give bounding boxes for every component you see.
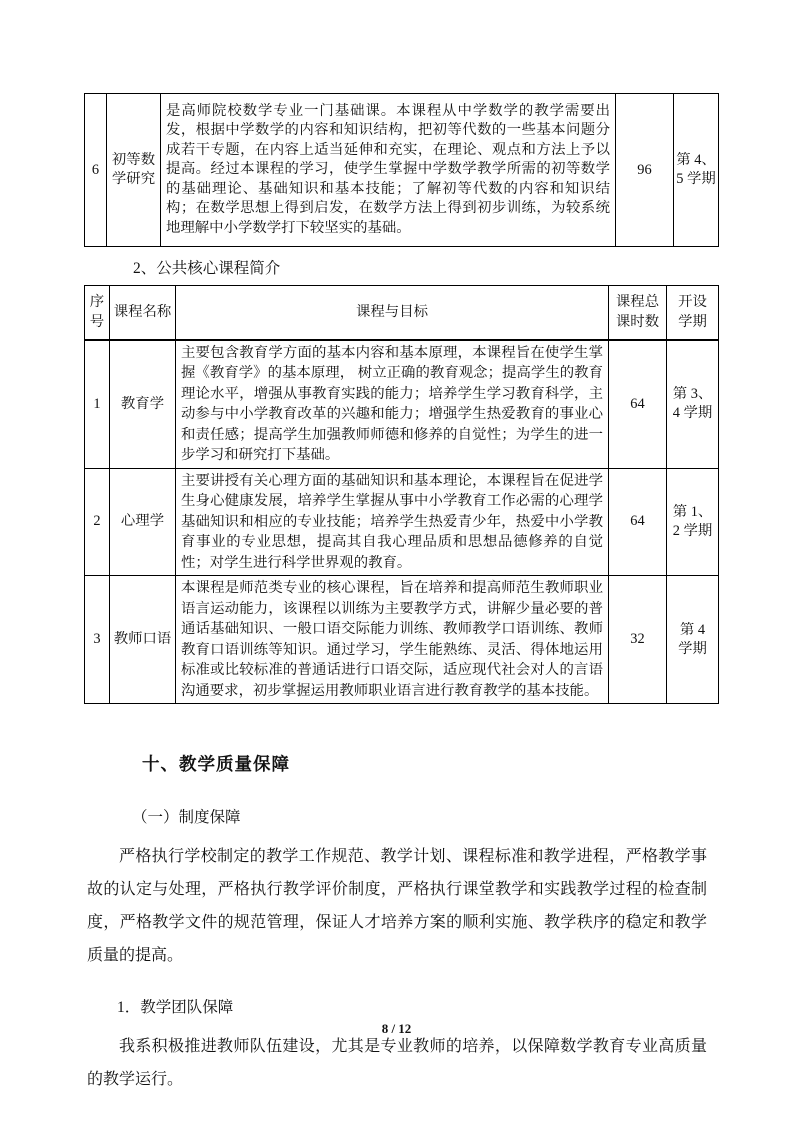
section-heading-core-courses: 2、公共核心课程简介 bbox=[133, 260, 281, 277]
table-row bbox=[85, 94, 719, 247]
header-total-hours bbox=[609, 286, 667, 340]
header-course-goal: 课程与目标 bbox=[176, 286, 609, 340]
course-desc-text: 主要讲授有关心理方面的基础知识和基本理论，本课程旨在促进学生身心健康发展，培养学生掌握从事中小学教育工作必需的心理学基础知识和相应的专业技能；培养学生热爱青少年，热爱中小学教育事业的专业思想，提高其自我心理品质和思想品德修养的自觉性；对学生进行科学世界观的教育。 bbox=[181, 472, 603, 571]
term-cell bbox=[667, 576, 719, 704]
course-name-cell: 初等数学研究 bbox=[107, 94, 161, 247]
chapter-heading-quality-assurance: 十、教学质量保障 bbox=[142, 754, 290, 774]
course-desc-cell bbox=[176, 576, 609, 704]
page-number: 8 / 12 bbox=[381, 1021, 412, 1036]
paragraph-system-assurance: 严格执行学校制定的教学工作规范、教学计划、课程标准和教学进程，严格教学事故的认定与处理，严格执行教学评价制度，严格执行课堂教学和实践教学过程的检查制度，严格教学文件的规范管理，保证人才培养方案的顺利实施、教学秩序的稳定和教学质量的提高。 bbox=[87, 848, 707, 964]
header-term bbox=[667, 286, 719, 340]
hours-cell: 96 bbox=[616, 94, 674, 247]
hours-cell: 64 bbox=[609, 340, 667, 469]
course-table-continued bbox=[84, 93, 719, 247]
paragraph-teaching-team: 我系积极推进教师队伍建设，尤其是专业教师的培养，以保障数学教育专业高质量的教学运行。 bbox=[87, 1038, 707, 1088]
header-term-text: 开设学期 bbox=[678, 294, 707, 331]
term-text: 第 3、4 学期 bbox=[672, 386, 713, 421]
course-name-cell: 心理学 bbox=[110, 468, 176, 576]
subsection-heading-teaching-team: 1．教学团队保障 bbox=[117, 999, 234, 1016]
course-name-cell: 教育学 bbox=[110, 340, 176, 469]
header-total-hours-text: 课程总课时数 bbox=[615, 294, 660, 331]
hours-cell: 64 bbox=[609, 468, 667, 576]
seq-cell: 6 bbox=[85, 94, 107, 247]
term-text: 第 1、2 学期 bbox=[672, 503, 713, 539]
term-cell bbox=[667, 468, 719, 576]
course-desc-cell bbox=[176, 340, 609, 469]
term-cell bbox=[674, 94, 719, 247]
term-cell bbox=[667, 340, 719, 469]
course-desc-text: 是高师院校数学专业一门基础课。本课程从中学数学的教学需要出发，根据中学数学的内容和知识结构，把初等代数的一些基本问题分成若干专题，在内容上适当延伸和充实，在理论、观点和方法上予以提高。经过本课程的学习，使学生掌握中学数学教学所需的初等数学的基础理论、基础知识和基本技能；了解初等代数的内容和知识结构；在数学思想上得到启发，在数学方法上得到初步训练，为较系统地理解中小学数学打下较坚实的基础。 bbox=[166, 102, 610, 236]
table-row bbox=[85, 340, 719, 469]
course-desc-text: 主要包含教育学方面的基本内容和基本原理，本课程旨在使学生掌握《教育学》的基本原理， 树立正确的教育观念；提高学生的教育理论水平，增强从事教育实践的能力；培养学生学习教育科学，主动参与中小学教育改革的兴趣和能力；增强学生热爱教育的事业心和责任感；提高学生加强教师师德和修养的自觉性；为学生的进一步学习和研究打下基础。 bbox=[181, 344, 603, 463]
seq-cell: 1 bbox=[85, 340, 110, 469]
header-seq: 序号 bbox=[85, 286, 110, 340]
term-text: 第 4、5 学期 bbox=[676, 152, 716, 187]
course-desc-cell bbox=[161, 94, 616, 247]
core-course-table bbox=[84, 285, 719, 704]
subsection-heading-system-assurance: （一）制度保障 bbox=[132, 809, 241, 826]
table-row bbox=[85, 576, 719, 704]
seq-cell: 3 bbox=[85, 576, 110, 704]
course-name-cell: 教师口语 bbox=[110, 576, 176, 704]
course-desc-cell bbox=[176, 468, 609, 576]
hours-cell: 32 bbox=[609, 576, 667, 704]
table-header-row bbox=[85, 286, 719, 340]
term-text: 第 4 学期 bbox=[678, 621, 707, 657]
seq-cell: 2 bbox=[85, 468, 110, 576]
header-course-name: 课程名称 bbox=[110, 286, 176, 340]
course-desc-text: 本课程是师范类专业的核心课程，旨在培养和提高师范生教师职业语言运动能力，该课程以训练为主要教学方式，讲解少量必要的普通话基础知识、一般口语交际能力训练、教师教学口语训练、教师教育口语训练等知识。通过学习，学生能熟练、灵活、得体地运用标准或比较标准的普通话进行口语交际，适应现代社会对人的言语沟通要求，初步掌握运用教师职业语言进行教育教学的基本技能。 bbox=[181, 580, 603, 699]
table-row bbox=[85, 468, 719, 576]
